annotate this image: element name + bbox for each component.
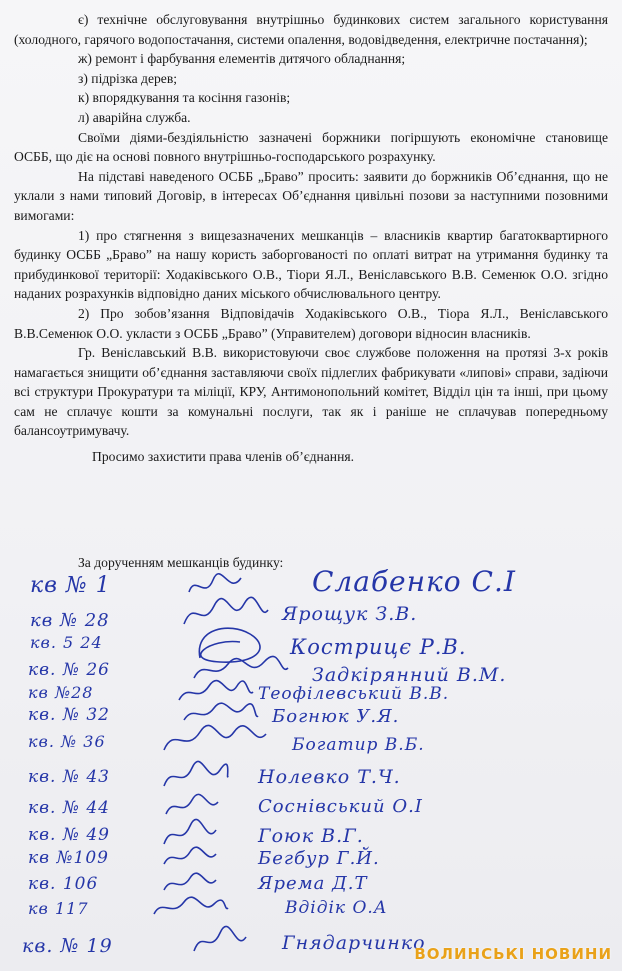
sig-apt: кв № 1 [30,573,111,598]
para-protect: Просимо захистити права членів об’єднання. [92,449,354,465]
sig-name: Слабенко С.І [312,565,516,598]
signature-scribble [150,892,230,922]
sig-name: Богнюк У.Я. [272,706,400,727]
sig-name: Ярема Д.Т [258,873,368,894]
item-zh: ж) ремонт і фарбування елементів дитячого обладнання; [78,51,406,67]
item-l: л) аварійна служба. [78,109,191,125]
sig-apt: кв. № 26 [28,660,110,680]
item-e: є) технічне обслуговування внутрішньо будинкових систем загального користування (холодного, гарячого водопостачання, системи опалення, водовідведення, електричне постачання); [14,12,608,47]
item-z: з) підрізка дерев; [78,70,178,86]
authorized-line: За дорученням мешканців будинку: [78,555,284,570]
sig-apt: кв. № 49 [28,825,110,845]
sig-name: Соснівський О.І [258,796,423,817]
sig-name: Богатир В.Б. [292,735,425,755]
sig-apt: кв №109 [28,848,109,868]
signature-scribble [160,760,230,794]
sig-apt: кв 117 [28,899,89,918]
signature-scribble [160,720,270,760]
sig-name: Ярощук З.В. [282,603,418,625]
sig-apt: кв № 28 [30,610,110,631]
claim-2: 2) Про зобов’язання Відповідачів Ходаківського О.В., Тіора Я.Л., Веніславського В.В.Семенюк О.О. укласти з ОСББ „Браво” (Управителем) договори відносин власників. [14,305,608,341]
sig-apt: кв. № 43 [28,767,110,787]
letter-body [14,10,608,467]
sig-name: Теофілевський В.В. [258,684,450,704]
sig-apt: кв. 5 24 [30,633,103,652]
sig-name: Вдідік О.А [285,898,388,918]
para-venislavsky: Гр. Веніславський В.В. використовуючи своє службове положення на протязі 3-х років намагається знищити об’єднання заставляючи своїх підлеглих фабрикувати «липові» справи, задіючи всі структури Прокуратури та міліції, КРУ, Антимонопольний комітет, Відділ цін та інші, при цьому сам не сплачує кошти за комунальні послуги, так як і раніше не сплачував попередньому балансоутримувачу. [14,345,608,439]
sig-apt: кв. № 44 [28,798,110,818]
sig-name: Задкірянний В.М. [312,664,507,686]
signature-scribble [190,925,250,959]
sig-apt: кв №28 [28,683,94,702]
sig-apt: кв. 106 [28,874,99,894]
sig-apt: кв. № 19 [22,935,113,957]
sig-name: Кострицє Р.В. [290,635,467,659]
watermark-logo: ВОЛИНСЬКІ НОВИНИ [414,945,612,963]
sig-name: Бегбур Г.Й. [258,848,380,869]
para-request: На підставі наведеного ОСББ „Браво” просить: заявити до боржників Об’єднання, що не уклали з нами типовий Договір, в інтересах Об’єднання цивільні позови за наступними позовними вимогами: [14,168,608,223]
para-actions: Своїми діями-бездіяльністю зазначені боржники погіршують економічне становище ОСББ, що діє на основі повного внутрішньо-господарського розрахунку. [14,129,608,165]
sig-apt: кв. № 36 [28,732,106,751]
sig-name: Гнядарчинко [282,932,426,954]
sig-apt: кв. № 32 [28,705,110,725]
sig-name: Нолевко Т.Ч. [258,766,401,788]
claim-1: 1) про стягнення з вищезазначених мешканців – власників квартир багатоквартирного будинку ОСББ „Браво” на нашу користь заборгованості по оплаті витрат на утримання будинку та прибудинкової території: Ходаківського О.В., Тіори Я.Л., Веніславського В.В. Семенюк О.О. згідно наданих розрахунків відповідно даних міського обчислювального центру. [14,227,608,302]
sig-name: Гоюк В.Г. [258,825,364,847]
item-k: к) впорядкування та косіння газонів; [78,90,291,106]
